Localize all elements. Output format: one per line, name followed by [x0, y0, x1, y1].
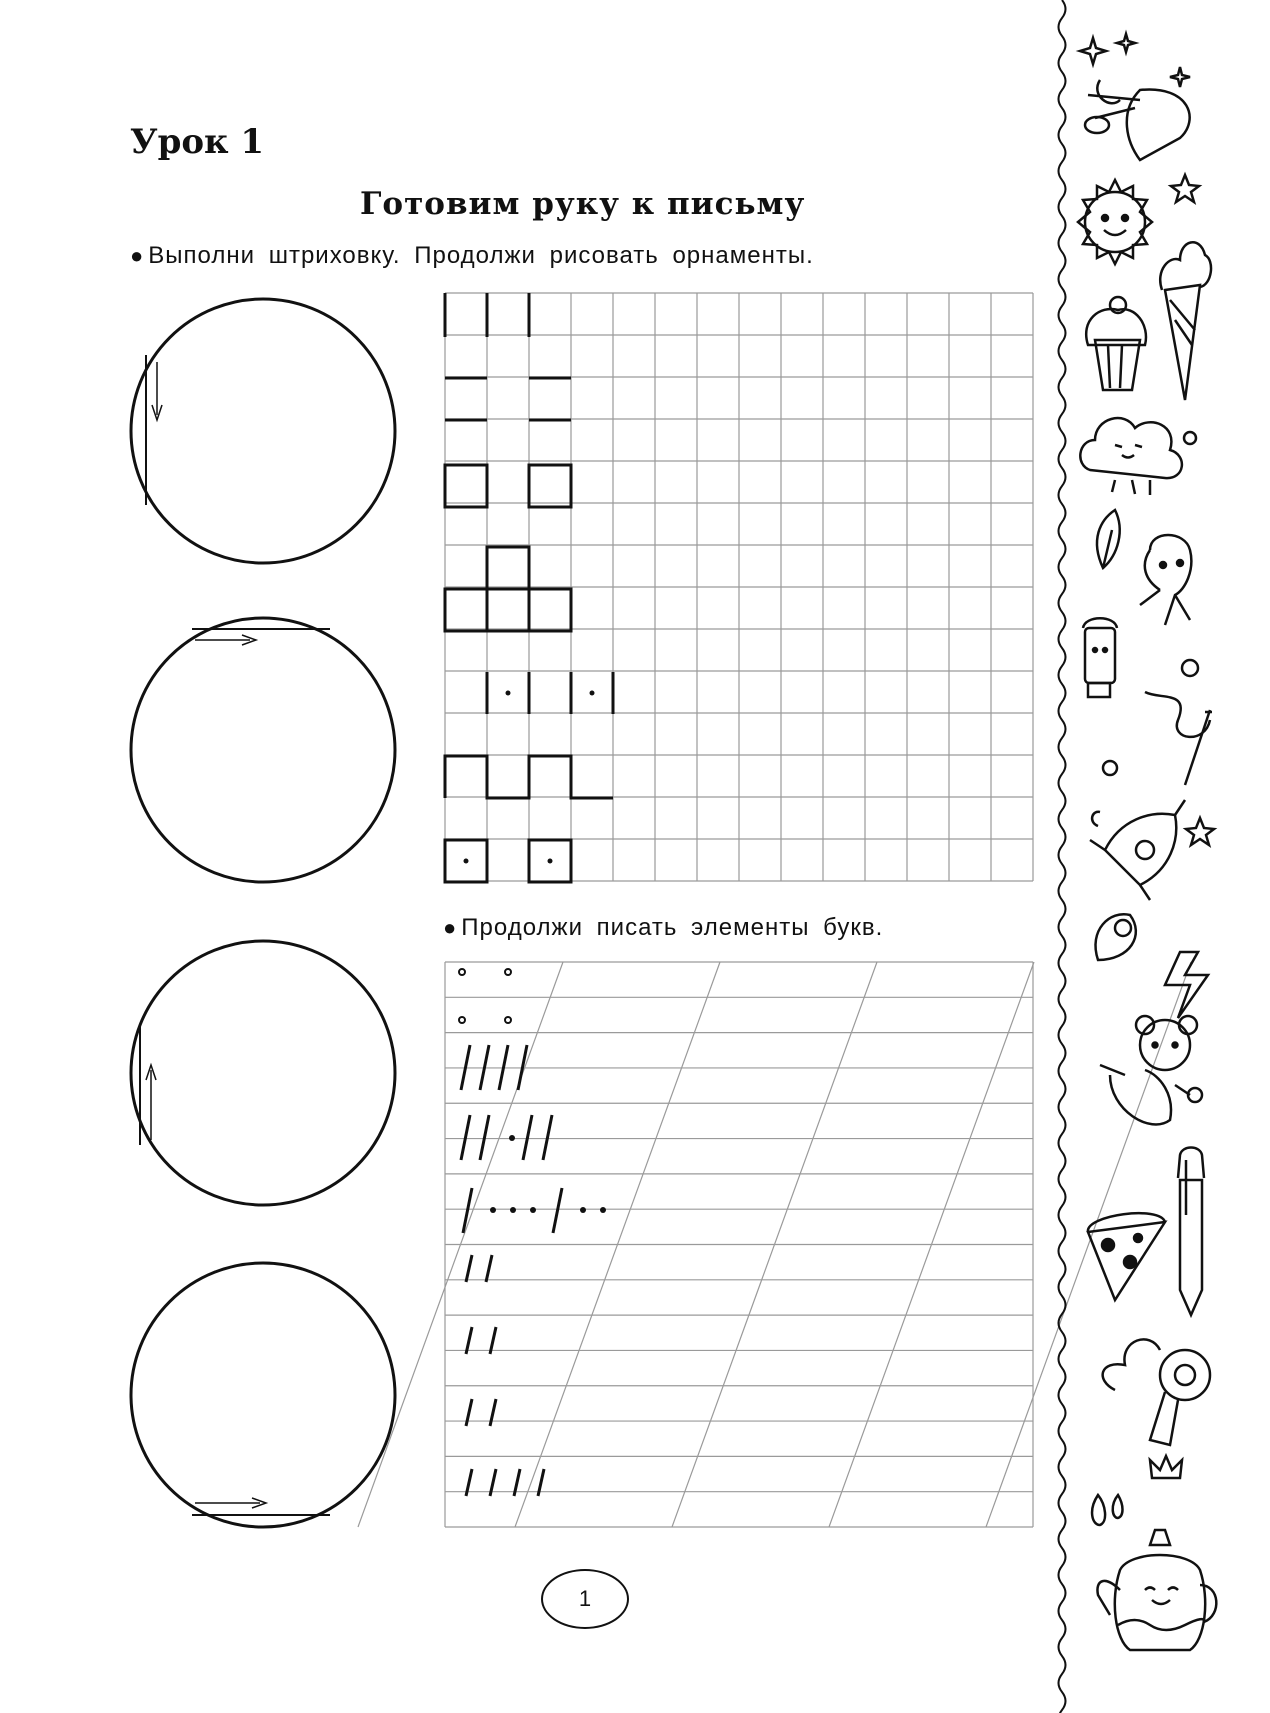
- octopus-icon: [1140, 535, 1191, 625]
- slant-line: [829, 962, 1034, 1527]
- hatching-circle-2[interactable]: [131, 618, 395, 882]
- teapot-icon: [1097, 1530, 1216, 1650]
- teddy-bear-icon: [1100, 1016, 1197, 1124]
- lemon-icon: [1096, 914, 1136, 960]
- cloud-icon: [1080, 418, 1196, 495]
- hatching-circle-1[interactable]: [131, 299, 395, 563]
- lightning-icon: [1165, 952, 1208, 1018]
- letter-samples: [461, 1045, 562, 1496]
- slant-line: [515, 962, 720, 1527]
- instruction-hatching: [130, 242, 814, 270]
- bullet-icon: ●: [443, 915, 458, 940]
- leaf-icon: [1097, 510, 1120, 568]
- page-title: Готовим руку к письму: [360, 186, 806, 222]
- instruction-hatching-text: Выполни штриховку. Продолжи рисовать орнаменты.: [148, 242, 814, 269]
- sparkle-icon: [1080, 34, 1190, 87]
- beet-icon: [1085, 80, 1190, 160]
- cupcake-icon: [1086, 297, 1146, 390]
- star-icon: [1186, 818, 1214, 845]
- instruction-letters: [443, 914, 883, 942]
- ornament-samples: [445, 293, 613, 882]
- hair-dryer-icon: [1103, 1339, 1210, 1445]
- crown-icon: [1150, 1456, 1182, 1478]
- hatching-circle-3[interactable]: [131, 941, 395, 1205]
- drops-icon: [1092, 1495, 1122, 1525]
- paint-tube-icon: [1083, 618, 1117, 697]
- page-number: 1: [541, 1569, 629, 1629]
- slant-line: [358, 962, 563, 1527]
- ice-cream-icon: [1160, 242, 1211, 400]
- needle-icon: [1145, 692, 1212, 785]
- hatching-circle-4[interactable]: [131, 1263, 395, 1527]
- instruction-letters-text: Продолжи писать элементы букв.: [461, 914, 884, 941]
- bullet-icon: ●: [130, 243, 145, 268]
- pizza-icon: [1088, 1213, 1165, 1300]
- star-icon: [1171, 175, 1199, 202]
- rocket-icon: [1090, 800, 1185, 900]
- pen-icon: [1178, 1148, 1204, 1316]
- slant-line: [986, 962, 1191, 1527]
- sun-icon: [1078, 180, 1152, 264]
- lesson-heading: Урок 1: [130, 122, 265, 162]
- slant-line: [672, 962, 877, 1527]
